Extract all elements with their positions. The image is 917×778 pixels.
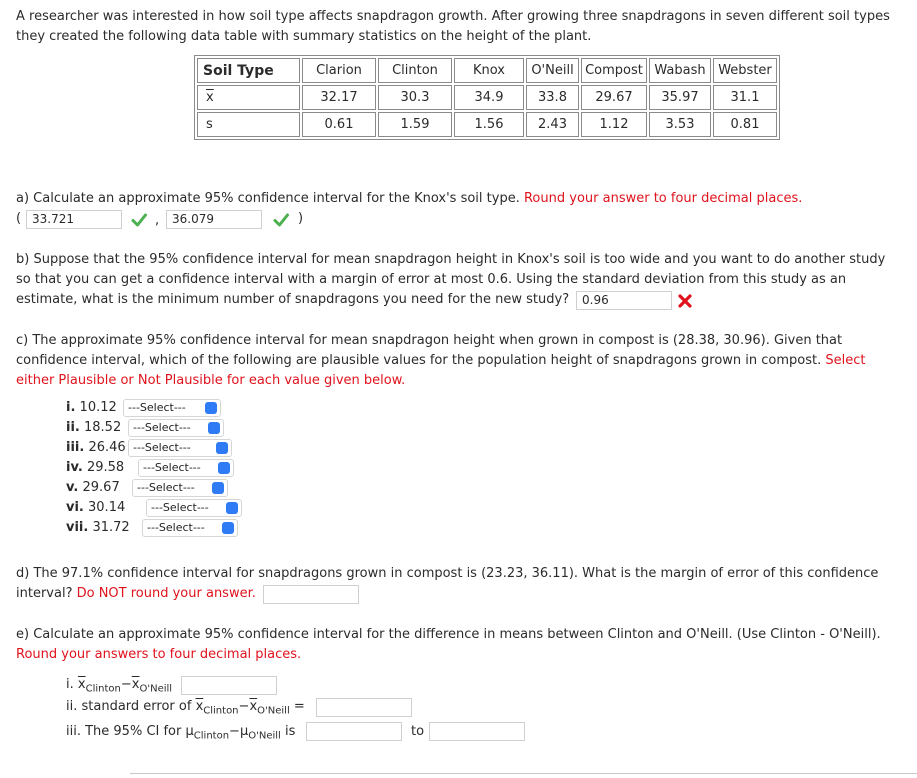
table-cell: 30.3 [378, 85, 452, 110]
table-header-label: Soil Type [197, 58, 300, 83]
part-a-close-paren: ) [298, 211, 304, 226]
plausibility-select[interactable]: ---Select--- [132, 479, 228, 497]
part-b-line-1: b) Suppose that the 95% confidence interval for mean snapdragon height in Knox's soil is too wide and you want to do another study [16, 252, 886, 267]
incorrect-cross-icon [677, 293, 693, 309]
part-a-instruction: Round your answer to four decimal places. [523, 191, 803, 206]
table-cell: 0.81 [713, 112, 777, 137]
part-c-line-3: either Plausible or Not Plausible for each value given below. [16, 373, 406, 388]
mean-label: $\overline{x}$ [197, 85, 300, 110]
column-header: Clinton [378, 58, 452, 83]
part-d-line-2: interval? Do NOT round your answer. [16, 586, 256, 601]
column-header: Compost [581, 58, 647, 83]
table-header-row [197, 58, 777, 83]
ci-difference-lower-input[interactable] [306, 722, 402, 741]
table-cell: 1.12 [581, 112, 647, 137]
part-e-line-1: e) Calculate an approximate 95% confidence interval for the difference in means between Clinton and O'Neill. (Use Clinton - O'Neill). [16, 627, 881, 642]
select-arrow-icon [216, 442, 228, 454]
table-cell: 0.61 [302, 112, 376, 137]
mean-difference-input[interactable] [181, 676, 277, 695]
column-header: O'Neill [526, 58, 579, 83]
column-header: Webster [713, 58, 777, 83]
part-d-instruction: Do NOT round your answer. [76, 586, 256, 601]
table-cell: 33.8 [526, 85, 579, 110]
ci-lower-input[interactable]: 33.721 [26, 210, 122, 229]
part-e-instruction: Round your answers to four decimal places. [16, 647, 302, 662]
table-row-mean [197, 85, 777, 110]
select-arrow-icon [212, 482, 224, 494]
plausibility-select[interactable]: ---Select--- [142, 519, 238, 537]
select-arrow-icon [205, 402, 217, 414]
plausibility-select[interactable]: ---Select--- [146, 499, 242, 517]
table-cell: 34.9 [454, 85, 524, 110]
bottom-divider [130, 773, 917, 774]
table-row-sd [197, 112, 777, 137]
part-c-line-2: confidence interval, which of the following are plausible values for the population height of snapdragons grown in compost. Select [16, 353, 866, 368]
column-header: Clarion [302, 58, 376, 83]
intro-line-2: they created the following data table with summary statistics on the height of the plant. [16, 29, 592, 44]
ci-difference-upper-input[interactable] [429, 722, 525, 741]
select-arrow-icon [222, 522, 234, 534]
plausibility-select[interactable]: ---Select--- [138, 459, 234, 477]
part-a-open-paren: ( [16, 211, 22, 226]
table-cell: 3.53 [649, 112, 711, 137]
part-a-question: a) Calculate an approximate 95% confidence interval for the Knox's soil type. Round your answer to four decimal places. [16, 191, 803, 206]
sample-size-input[interactable]: 0.96 [576, 291, 672, 310]
table-cell: 35.97 [649, 85, 711, 110]
column-header: Wabash [649, 58, 711, 83]
data-table [194, 55, 780, 140]
correct-check-icon [130, 211, 148, 229]
column-header: Knox [454, 58, 524, 83]
part-e-to-text: to [411, 724, 425, 739]
part-d-line-1: d) The 97.1% confidence interval for snapdragons grown in compost is (23.23, 36.11). What is the margin of error of this confidence [16, 566, 879, 581]
select-arrow-icon [208, 422, 220, 434]
part-b-line-2: so that you can get a confidence interval with a margin of error at most 0.6. Using the standard deviation from this study as an [16, 272, 847, 287]
standard-error-input[interactable] [316, 698, 412, 717]
plausibility-select[interactable]: ---Select--- [123, 399, 221, 417]
part-c-line-1: c) The approximate 95% confidence interval for mean snapdragon height when grown in compost is (28.38, 30.96). Given that [16, 333, 843, 348]
table-cell: 31.1 [713, 85, 777, 110]
ci-upper-input[interactable]: 36.079 [166, 210, 262, 229]
select-arrow-icon [218, 462, 230, 474]
sd-label: s [197, 112, 300, 137]
table-cell: 2.43 [526, 112, 579, 137]
table-cell: 1.56 [454, 112, 524, 137]
part-a-comma: , [155, 213, 160, 228]
plausibility-select[interactable]: ---Select--- [128, 419, 224, 437]
correct-check-icon [272, 211, 290, 229]
part-e-ii-label: ii. standard error of $\overline{x}_{Clinton}-\overline{x}_{O'Neill}$ = [66, 699, 305, 717]
intro-line-1: A researcher was interested in how soil type affects snapdragon growth. After growing three snapdragons in seven different soil types [16, 9, 890, 24]
table-cell: 29.67 [581, 85, 647, 110]
part-e-i-label: i. $\overline{x}_{Clinton}-\overline{x}_{O'Neill}$ [66, 677, 173, 695]
select-arrow-icon [226, 502, 238, 514]
table-cell: 32.17 [302, 85, 376, 110]
plausibility-select[interactable]: ---Select--- [128, 439, 232, 457]
part-e-iii-label: iii. The 95% CI for $\mu_{Clinton}-\mu_{O'Neill}$ is [66, 724, 296, 742]
table-cell: 1.59 [378, 112, 452, 137]
margin-of-error-input[interactable] [263, 585, 359, 604]
part-b-line-3: estimate, what is the minimum number of snapdragons you need for the new study? [16, 292, 570, 307]
